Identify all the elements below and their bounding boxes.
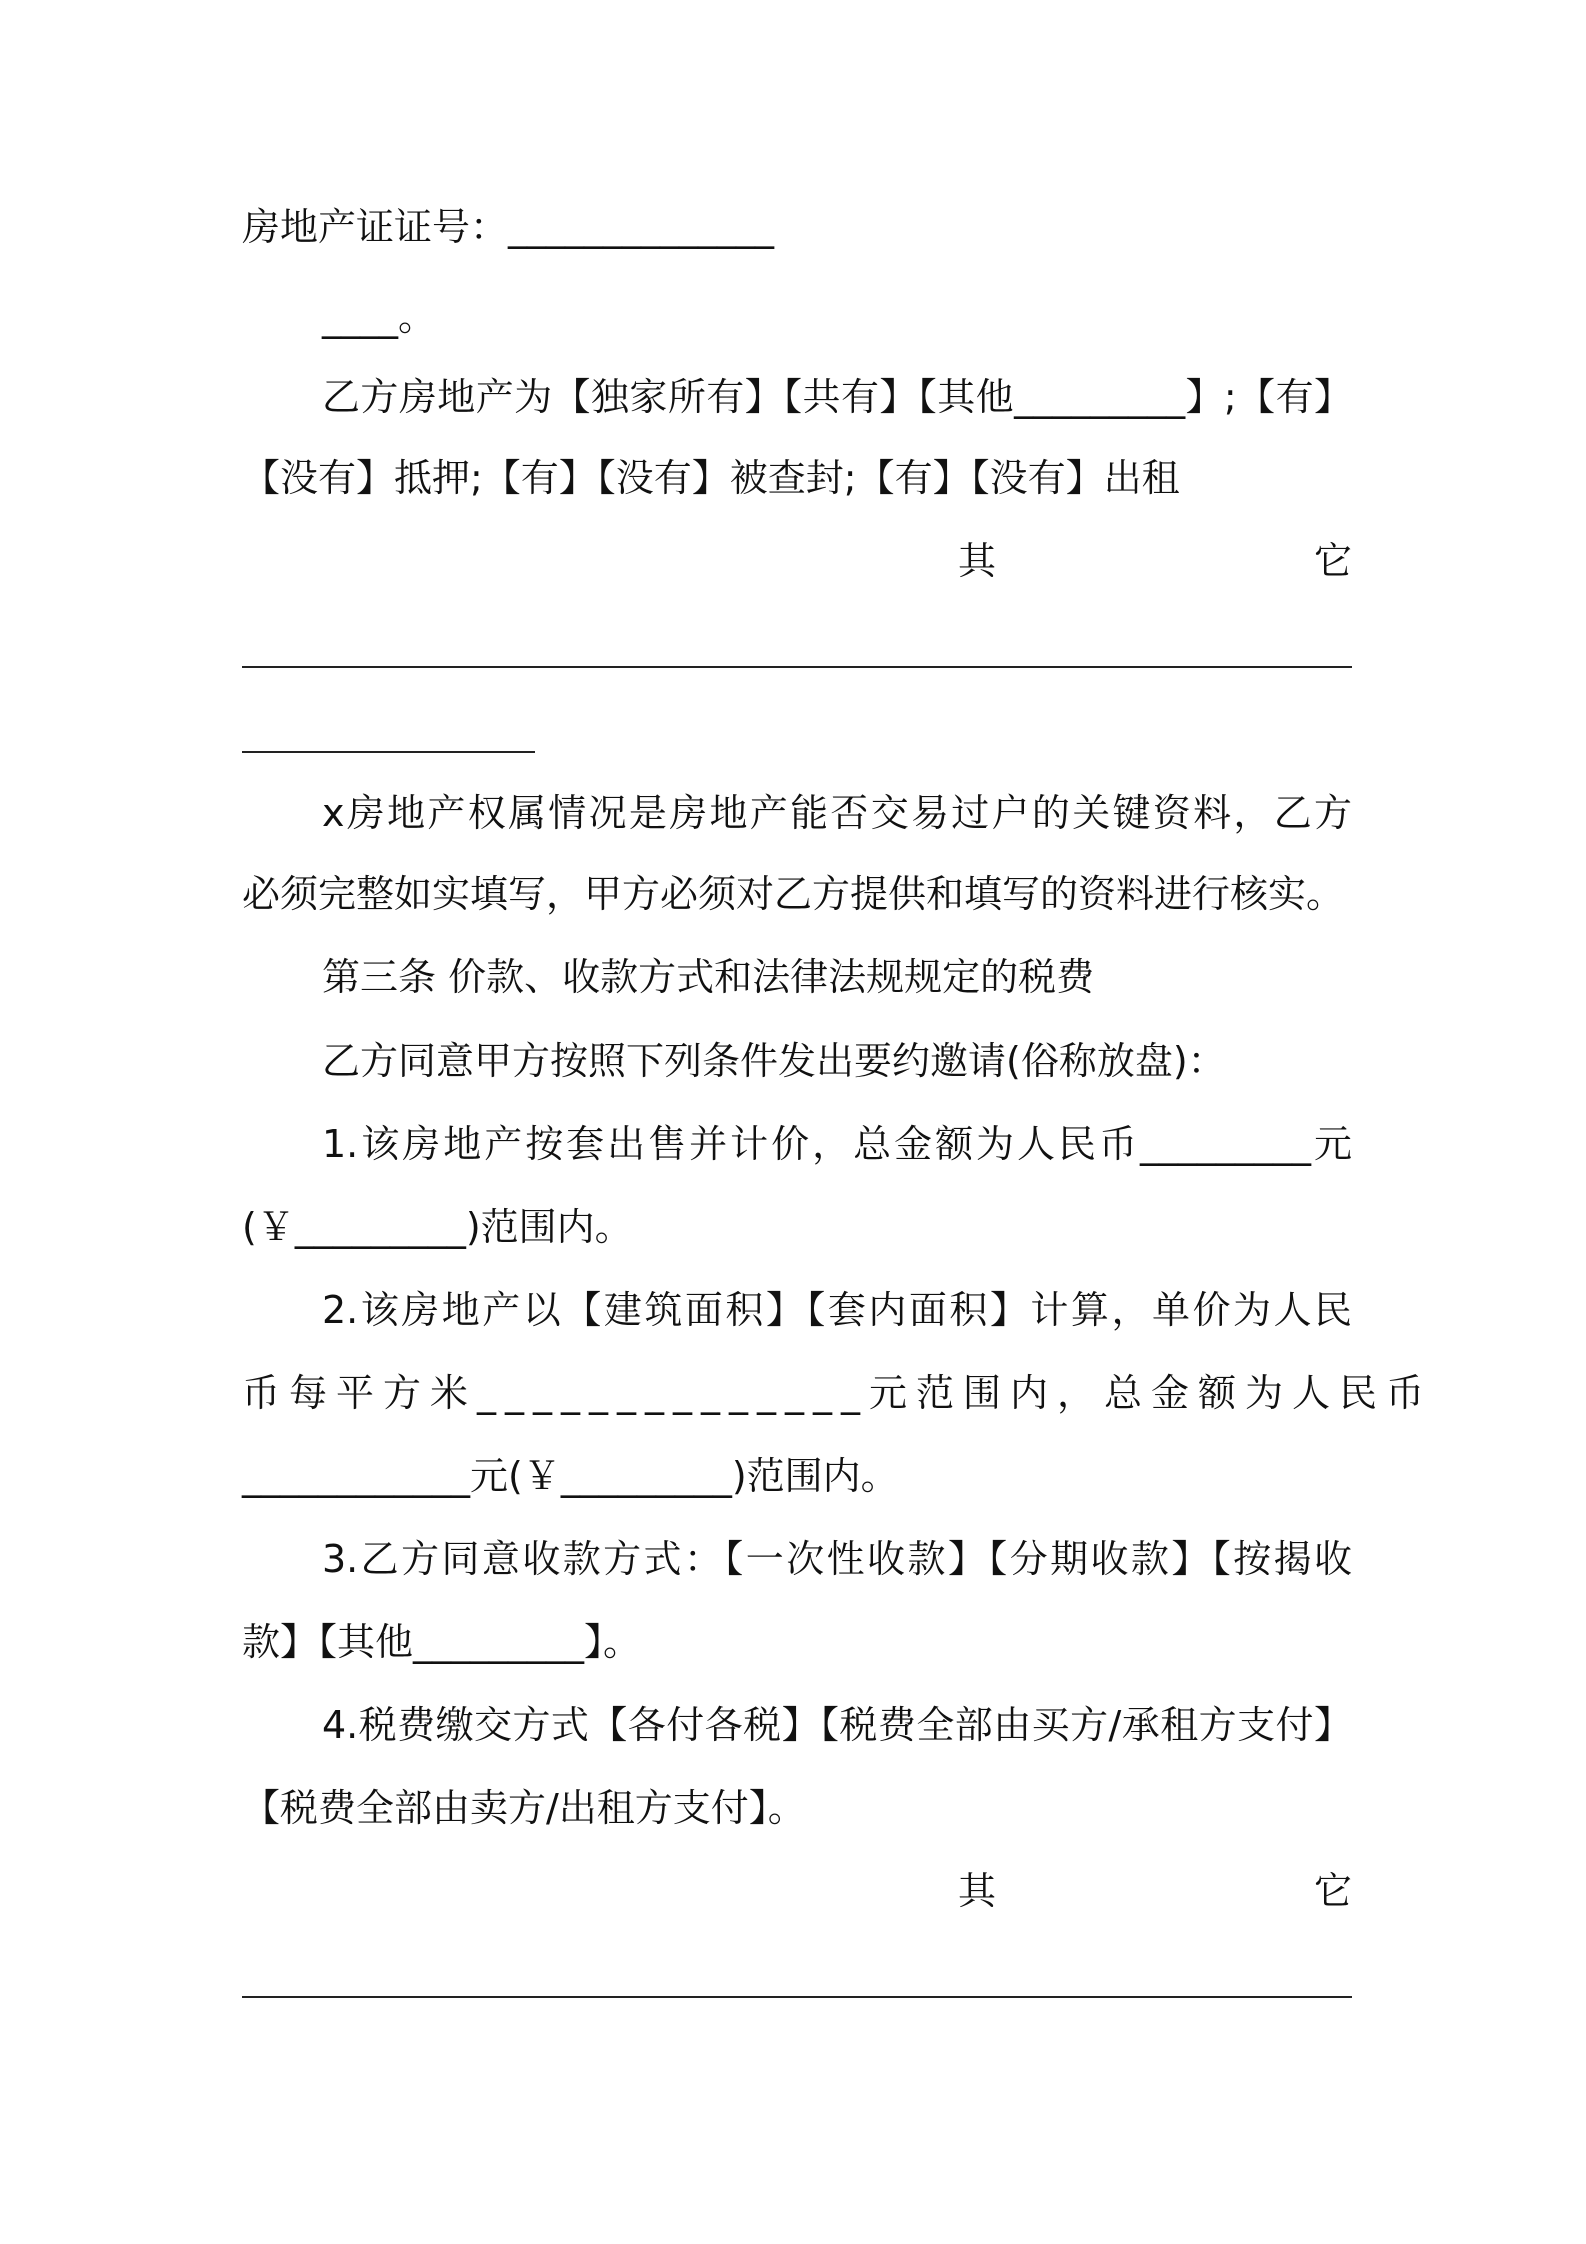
paragraph-line: 必须完整如实填写，甲方必须对乙方提供和填写的资料进行核实。 (242, 872, 1345, 916)
mortgage-line: 【没有】抵押;【有】【没有】被查封;【有】【没有】出租 (242, 456, 1180, 500)
blank-underline (242, 751, 535, 753)
other-char-qi: 其 (958, 1869, 997, 1913)
other-char-ta: 它 (1314, 539, 1353, 583)
other-row-1 (0, 531, 1586, 591)
blank-underline (242, 666, 1352, 668)
clause-1-line: (￥_________)范围内。 (242, 1205, 633, 1249)
blank-underline (242, 1996, 1352, 1998)
clause-3-line: 3.乙方同意收款方式：【一次性收款】【分期收款】【按揭收 (322, 1537, 1352, 1581)
clause-4-line: 【税费全部由卖方/出租方支付】。 (242, 1786, 806, 1830)
property-cert-number-line: 房地产证证号：______________ (242, 205, 775, 249)
other-char-ta: 它 (1314, 1869, 1353, 1913)
clause-4-line: 4.税费缴交方式【各付各税】【税费全部由买方/承租方支付】 (322, 1703, 1352, 1747)
clause-2-line: ____________元(￥_________)范围内。 (242, 1454, 899, 1498)
section-heading: 第三条 价款、收款方式和法律法规规定的税费 (322, 955, 1095, 999)
paragraph-line: 乙方同意甲方按照下列条件发出要约邀请(俗称放盘)： (322, 1039, 1226, 1083)
clause-2-line: 币每平方米______________元范围内，总金额为人民币 (242, 1371, 1434, 1415)
other-row-2 (0, 1861, 1586, 1921)
clause-2-line: 2.该房地产以【建筑面积】【套内面积】计算，单价为人民 (322, 1288, 1352, 1332)
clause-1-line: 1.该房地产按套出售并计价，总金额为人民币_________元 (322, 1122, 1352, 1166)
other-char-qi: 其 (958, 539, 997, 583)
ownership-line: 乙方房地产为【独家所有】【共有】【其他_________】;【有】 (322, 375, 1352, 419)
text-line: ____。 (322, 295, 437, 339)
clause-3-line: 款】【其他_________】。 (242, 1620, 642, 1664)
paragraph-line: x房地产权属情况是房地产能否交易过户的关键资料，乙方 (322, 791, 1352, 835)
